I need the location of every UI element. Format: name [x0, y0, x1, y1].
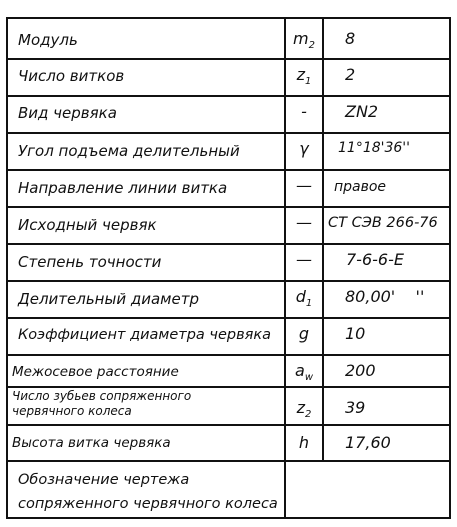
- param-name-basic-worm: Исходный червяк: [18, 216, 157, 234]
- param-value-thread-height: 17,60: [345, 433, 391, 452]
- param-symbol-pitch-diameter: [285, 289, 323, 309]
- param-name-wheel-drawing-line1: Обозначение чертежа: [18, 472, 190, 488]
- param-name-thread-direction: Направление линии витка: [18, 179, 228, 197]
- param-symbol-thread-height: h: [298, 433, 310, 452]
- row-line: [6, 317, 451, 319]
- row-line: [6, 280, 451, 282]
- row-line: [6, 169, 451, 171]
- param-name-wheel-teeth-line2: червячного колеса: [12, 404, 132, 418]
- symbol-sub: w: [304, 372, 313, 384]
- param-symbol-diameter-coefficient: g: [298, 324, 310, 343]
- param-value-accuracy-grade: 7-6-6-Е: [346, 250, 404, 269]
- param-name-thread-height: Высота витка червяка: [12, 435, 171, 451]
- param-symbol-turns: [285, 67, 323, 87]
- symbol-main: m: [293, 29, 309, 48]
- param-symbol-worm-type: -: [301, 102, 307, 121]
- param-name-pitch-diameter: Делительный диаметр: [18, 290, 199, 308]
- row-line: [6, 386, 451, 388]
- param-name-module: Модуль: [18, 31, 78, 49]
- symbol-sub: 2: [308, 40, 315, 52]
- param-name-wheel-teeth-line1: Число зубьев сопряженного: [12, 389, 192, 403]
- param-symbol-thread-direction: —: [296, 176, 312, 195]
- param-value-basic-worm: СТ СЭВ 266-76: [328, 215, 438, 231]
- param-value-module: 8: [345, 29, 356, 48]
- param-symbol-wheel-teeth: [285, 400, 323, 420]
- symbol-sub: 2: [305, 409, 312, 421]
- row-line: [6, 424, 451, 426]
- table-border-bottom: [6, 517, 451, 519]
- param-name-diameter-coefficient: Коэффициент диаметра червяка: [18, 327, 272, 343]
- param-value-pitch-diameter: 80,00' '': [345, 287, 425, 306]
- symbol-main: z: [296, 65, 306, 84]
- param-value-wheel-teeth: 39: [345, 398, 366, 417]
- param-symbol-module: [285, 31, 323, 51]
- row-line: [6, 243, 451, 245]
- param-symbol-accuracy-grade: —: [296, 250, 312, 269]
- row-line: [6, 132, 451, 134]
- row-line: [6, 354, 451, 356]
- param-name-accuracy-grade: Степень точности: [18, 253, 162, 271]
- row-line: [6, 17, 451, 19]
- symbol-main: d: [295, 287, 306, 306]
- symbol-main: z: [296, 398, 306, 417]
- param-name-center-distance: Межосевое расстояние: [12, 364, 179, 380]
- param-name-turns: Число витков: [18, 67, 125, 85]
- symbol-sub: 1: [305, 76, 312, 88]
- row-line: [6, 58, 451, 60]
- param-value-lead-angle: 11°18'36'': [338, 140, 410, 156]
- param-value-diameter-coefficient: 10: [345, 324, 366, 343]
- row-line: [6, 95, 451, 97]
- param-name-lead-angle: Угол подъема делительный: [18, 142, 240, 160]
- row-line: [6, 460, 451, 462]
- param-name-wheel-drawing-line2: сопряженного червячного колеса: [18, 496, 278, 512]
- symbol-sub: 1: [305, 298, 313, 310]
- table-border-left: [6, 17, 8, 519]
- symbol-main: a: [295, 361, 305, 380]
- param-symbol-basic-worm: —: [296, 213, 312, 232]
- param-symbol-center-distance: [285, 363, 323, 383]
- param-value-thread-direction: правое: [334, 179, 387, 195]
- param-value-worm-type: ZN2: [345, 102, 379, 121]
- param-symbol-lead-angle: γ: [299, 139, 309, 158]
- table-border-right: [449, 17, 451, 519]
- row-line: [6, 206, 451, 208]
- param-name-worm-type: Вид червяка: [18, 104, 117, 122]
- param-value-turns: 2: [345, 65, 356, 84]
- param-value-center-distance: 200: [345, 361, 376, 380]
